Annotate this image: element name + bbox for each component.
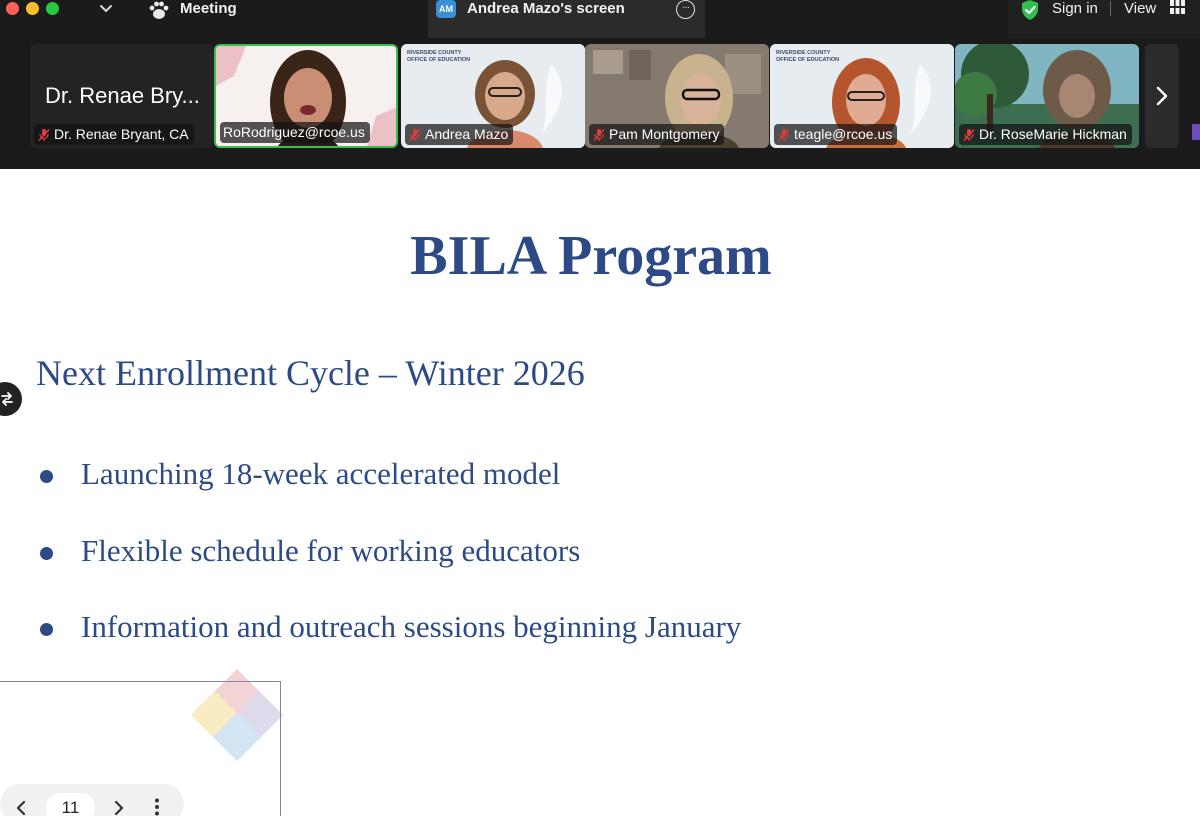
- security-shield-icon: [1020, 0, 1040, 21]
- participant-name: Dr. Renae Bryant, CA: [54, 126, 189, 142]
- bullet-dot: [40, 470, 53, 483]
- participant-name: Dr. RoseMarie Hickman: [979, 126, 1127, 142]
- muted-mic-icon: [408, 128, 422, 142]
- participant-name-tag: [220, 122, 370, 143]
- participant-tile[interactable]: [955, 44, 1139, 148]
- muted-mic-icon: [592, 128, 606, 142]
- rcoe-logo: RIVERSIDE COUNTY OFFICE OF EDUCATION: [776, 50, 840, 63]
- participant-tile-active-speaker[interactable]: [214, 44, 398, 148]
- chevron-down-icon[interactable]: [98, 1, 114, 17]
- participant-tile[interactable]: [770, 44, 954, 148]
- participant-tile[interactable]: [30, 44, 214, 148]
- participant-name: teagle@rcoe.us: [794, 126, 893, 142]
- participant-name-tag: [589, 124, 724, 145]
- participant-name: Pam Montgomery: [609, 126, 720, 142]
- more-options-button[interactable]: ···: [676, 0, 695, 19]
- screen-share-label: Andrea Mazo's screen: [467, 0, 625, 17]
- chevron-right-icon[interactable]: [112, 800, 126, 816]
- bullet-text: Flexible schedule for working educators: [81, 533, 581, 568]
- muted-mic-icon: [777, 128, 791, 142]
- meeting-tab-label[interactable]: Meeting: [180, 0, 237, 17]
- presenter-avatar: AM: [436, 0, 456, 18]
- participant-tile[interactable]: [401, 44, 585, 148]
- muted-mic-icon: [37, 128, 51, 142]
- window-title-bar: [0, 0, 1200, 38]
- participant-display-name: Dr. Renae Bry...: [45, 83, 200, 108]
- rcoe-logo: RIVERSIDE COUNTY OFFICE OF EDUCATION: [407, 50, 471, 63]
- chevron-right-icon: [1154, 86, 1170, 106]
- participant-name-tag: [34, 124, 194, 145]
- participant-name: Andrea Mazo: [425, 126, 509, 142]
- sign-in-button[interactable]: Sign in: [1052, 0, 1098, 17]
- slide-subtitle: Next Enrollment Cycle – Winter 2026: [36, 353, 585, 393]
- participant-gallery: [0, 38, 1200, 169]
- bullet-dot: [40, 623, 53, 636]
- participant-name-tag: [959, 124, 1132, 145]
- participant-name-tag: [405, 124, 513, 145]
- chevron-left-icon[interactable]: [14, 800, 28, 816]
- fullscreen-window-button[interactable]: [46, 2, 59, 15]
- close-window-button[interactable]: [6, 2, 19, 15]
- slide-title: BILA Program: [410, 225, 772, 287]
- floating-panel-handle[interactable]: [0, 382, 22, 416]
- page-number-field[interactable]: 11: [46, 793, 95, 816]
- clipped-window-accent: [1192, 124, 1200, 140]
- grid-view-icon[interactable]: [1170, 0, 1185, 14]
- participant-tile[interactable]: [585, 44, 769, 148]
- participant-name: RoRodriguez@rcoe.us: [223, 124, 365, 140]
- gallery-next-button[interactable]: [1145, 44, 1179, 148]
- topbar-right-controls: [1008, 0, 1200, 38]
- vertical-dots-icon[interactable]: [154, 798, 160, 816]
- bullet-text: Information and outreach sessions beginning January: [81, 609, 742, 644]
- minimize-window-button[interactable]: [26, 2, 39, 15]
- slide-pager: [0, 784, 184, 816]
- swap-icon: [0, 392, 14, 406]
- screen-share-tab[interactable]: [428, 0, 705, 38]
- view-menu-button[interactable]: View: [1124, 0, 1157, 17]
- bullet-text: Launching 18-week accelerated model: [81, 456, 561, 491]
- meeting-paw-icon: [148, 0, 170, 20]
- bullet-dot: [40, 547, 53, 560]
- muted-mic-icon: [962, 128, 976, 142]
- divider: [1110, 1, 1111, 16]
- participant-name-tag: [774, 124, 897, 145]
